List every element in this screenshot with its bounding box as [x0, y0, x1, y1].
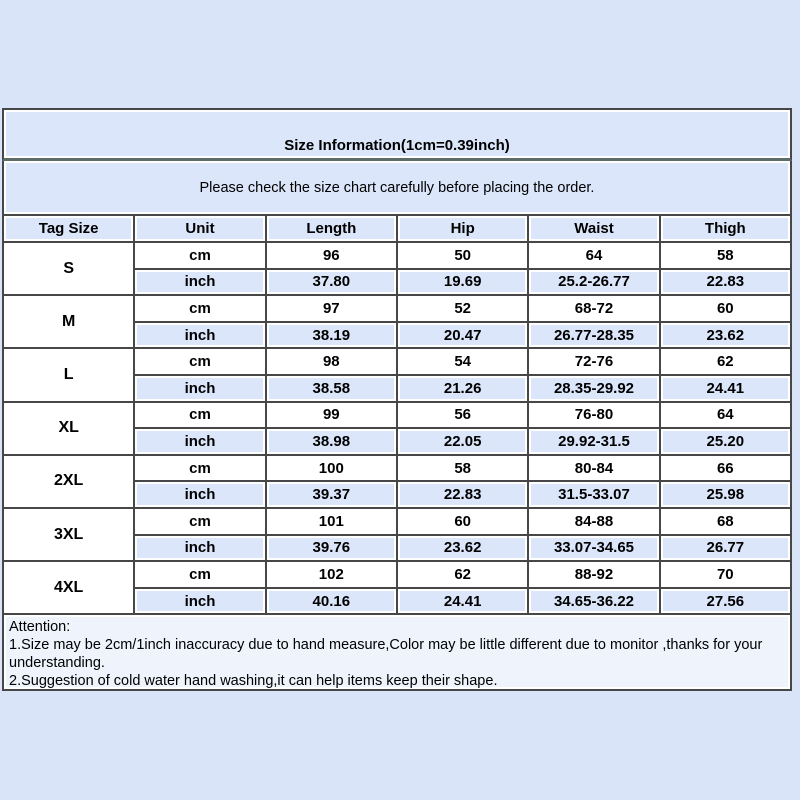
value-cell: 34.65-36.22: [529, 589, 658, 614]
unit-cell: cm: [135, 509, 264, 534]
header-thigh: Thigh: [661, 216, 790, 241]
value-cell: 27.56: [661, 589, 790, 614]
unit-cell: inch: [135, 589, 264, 614]
value-cell: 97: [267, 296, 396, 321]
value-cell: 21.26: [398, 376, 527, 401]
value-cell: 26.77: [661, 536, 790, 561]
value-cell: 99: [267, 403, 396, 428]
value-cell: 56: [398, 403, 527, 428]
value-cell: 101: [267, 509, 396, 534]
value-cell: 40.16: [267, 589, 396, 614]
value-cell: 50: [398, 243, 527, 268]
size-chart-title: Size Information(1cm=0.39inch): [2, 108, 792, 161]
value-cell: 24.41: [398, 589, 527, 614]
size-tag-m: M: [4, 296, 133, 347]
value-cell: 58: [398, 456, 527, 481]
value-cell: 38.98: [267, 429, 396, 454]
unit-cell: inch: [135, 323, 264, 348]
value-cell: 19.69: [398, 270, 527, 295]
value-cell: 64: [529, 243, 658, 268]
value-cell: 64: [661, 403, 790, 428]
header-hip: Hip: [398, 216, 527, 241]
value-cell: 31.5-33.07: [529, 482, 658, 507]
header-unit: Unit: [135, 216, 264, 241]
size-table: [2, 214, 792, 615]
value-cell: 26.77-28.35: [529, 323, 658, 348]
value-cell: 96: [267, 243, 396, 268]
value-cell: 39.76: [267, 536, 396, 561]
attention-line-2: 2.Suggestion of cold water hand washing,it can help items keep their shape.: [9, 673, 498, 690]
value-cell: 25.98: [661, 482, 790, 507]
value-cell: 70: [661, 562, 790, 587]
value-cell: 25.20: [661, 429, 790, 454]
value-cell: 76-80: [529, 403, 658, 428]
value-cell: 80-84: [529, 456, 658, 481]
value-cell: 68-72: [529, 296, 658, 321]
unit-cell: inch: [135, 376, 264, 401]
value-cell: 60: [661, 296, 790, 321]
unit-cell: cm: [135, 403, 264, 428]
value-cell: 22.05: [398, 429, 527, 454]
value-cell: 62: [398, 562, 527, 587]
value-cell: 25.2-26.77: [529, 270, 658, 295]
value-cell: 84-88: [529, 509, 658, 534]
unit-cell: cm: [135, 349, 264, 374]
attention-section: [2, 615, 792, 691]
value-cell: 72-76: [529, 349, 658, 374]
value-cell: 39.37: [267, 482, 396, 507]
value-cell: 98: [267, 349, 396, 374]
header-waist: Waist: [529, 216, 658, 241]
size-tag-3xl: 3XL: [4, 509, 133, 560]
value-cell: 33.07-34.65: [529, 536, 658, 561]
value-cell: 60: [398, 509, 527, 534]
size-tag-l: L: [4, 349, 133, 400]
value-cell: 22.83: [398, 482, 527, 507]
size-chart-sheet: [2, 108, 792, 691]
size-tag-2xl: 2XL: [4, 456, 133, 507]
size-chart-subtitle: Please check the size chart carefully before placing the order.: [2, 161, 792, 214]
value-cell: 62: [661, 349, 790, 374]
value-cell: 54: [398, 349, 527, 374]
value-cell: 28.35-29.92: [529, 376, 658, 401]
attention-line-1: 1.Size may be 2cm/1inch inaccuracy due to hand measure,Color may be little different due to monitor ,thanks for your understanding.: [9, 637, 763, 672]
header-length: Length: [267, 216, 396, 241]
value-cell: 66: [661, 456, 790, 481]
unit-cell: cm: [135, 243, 264, 268]
value-cell: 88-92: [529, 562, 658, 587]
unit-cell: inch: [135, 482, 264, 507]
unit-cell: inch: [135, 536, 264, 561]
unit-cell: cm: [135, 296, 264, 321]
unit-cell: cm: [135, 562, 264, 587]
size-tag-s: S: [4, 243, 133, 294]
value-cell: 52: [398, 296, 527, 321]
size-tag-xl: XL: [4, 403, 133, 454]
value-cell: 58: [661, 243, 790, 268]
value-cell: 37.80: [267, 270, 396, 295]
value-cell: 23.62: [398, 536, 527, 561]
value-cell: 100: [267, 456, 396, 481]
unit-cell: inch: [135, 270, 264, 295]
value-cell: 38.19: [267, 323, 396, 348]
value-cell: 102: [267, 562, 396, 587]
value-cell: 24.41: [661, 376, 790, 401]
value-cell: 68: [661, 509, 790, 534]
value-cell: 20.47: [398, 323, 527, 348]
unit-cell: cm: [135, 456, 264, 481]
value-cell: 29.92-31.5: [529, 429, 658, 454]
attention-heading: Attention:: [9, 619, 71, 636]
value-cell: 38.58: [267, 376, 396, 401]
size-tag-4xl: 4XL: [4, 562, 133, 613]
unit-cell: inch: [135, 429, 264, 454]
value-cell: 23.62: [661, 323, 790, 348]
header-tag-size: Tag Size: [4, 216, 133, 241]
value-cell: 22.83: [661, 270, 790, 295]
